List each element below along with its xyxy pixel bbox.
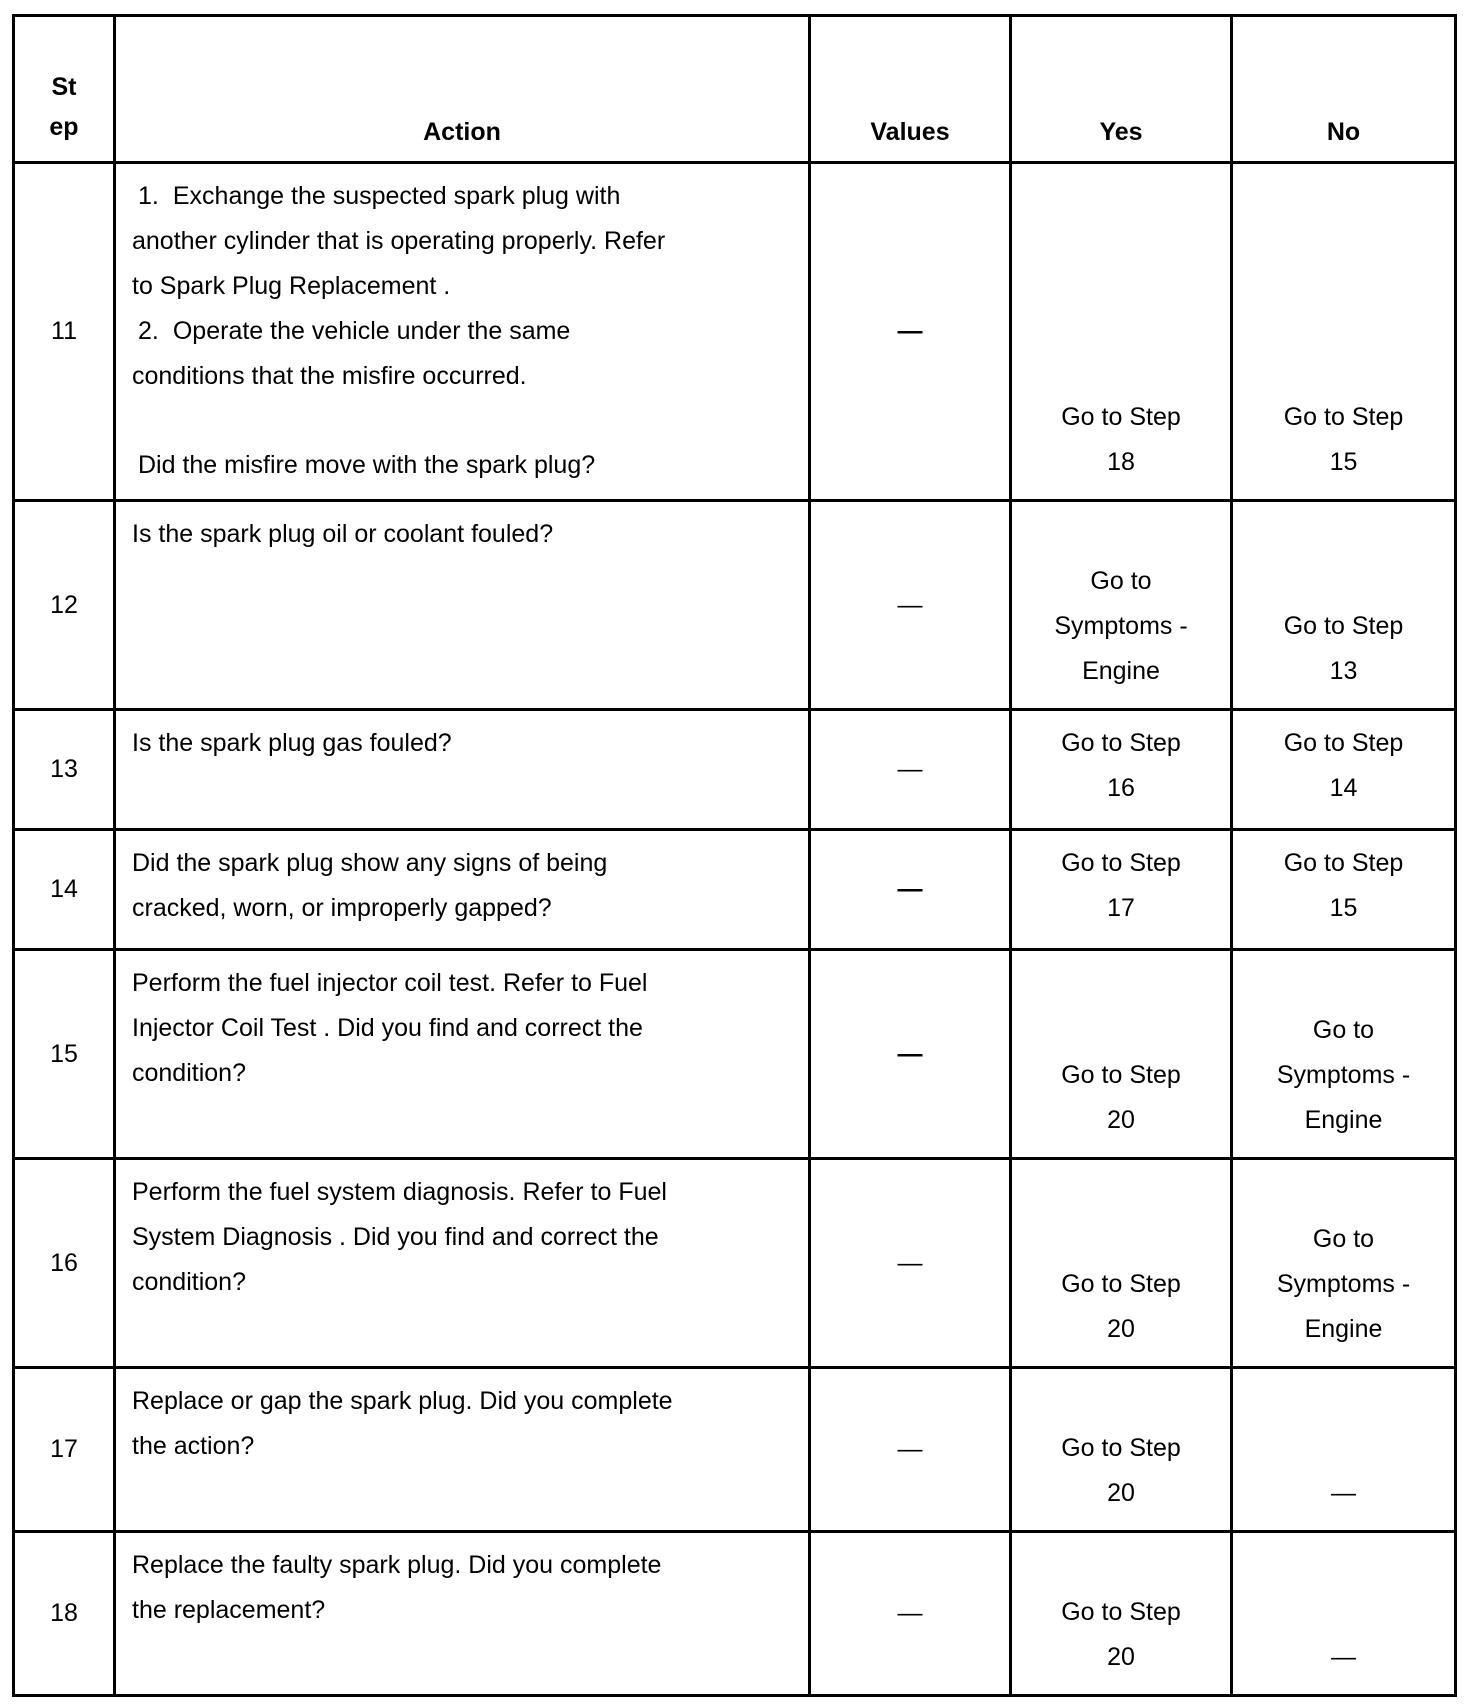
no-line: Engine bbox=[1304, 1315, 1383, 1343]
table-row bbox=[14, 830, 1456, 950]
no-line: Go to Step bbox=[1283, 612, 1404, 640]
yes-cell bbox=[1011, 501, 1232, 710]
step-number: 18 bbox=[14, 1532, 115, 1696]
no-line: — bbox=[1331, 1643, 1356, 1671]
values-cell bbox=[810, 950, 1011, 1159]
no-line: 15 bbox=[1329, 894, 1358, 922]
no-cell bbox=[1232, 950, 1456, 1159]
action-line: Is the spark plug gas fouled? bbox=[132, 729, 452, 757]
yes-cell bbox=[1011, 950, 1232, 1159]
action-cell bbox=[115, 501, 810, 710]
values-dash: — bbox=[897, 1435, 923, 1463]
yes-line: Go to Step bbox=[1061, 849, 1181, 877]
header-row bbox=[14, 16, 1456, 163]
no-cell bbox=[1232, 710, 1456, 830]
yes-line: Engine bbox=[1082, 657, 1160, 685]
step-number: 11 bbox=[14, 163, 115, 501]
yes-cell bbox=[1011, 1159, 1232, 1368]
action-line: cracked, worn, or improperly gapped? bbox=[132, 894, 552, 922]
yes-line: Symptoms - bbox=[1054, 612, 1188, 640]
action-text: Operate the vehicle under the same bbox=[172, 317, 571, 345]
yes-line: Go to Step bbox=[1061, 403, 1181, 431]
header-step bbox=[14, 16, 115, 163]
table-row bbox=[14, 710, 1456, 830]
table-row bbox=[14, 1159, 1456, 1368]
action-line: System Diagnosis . Did you find and correct the bbox=[132, 1223, 659, 1251]
step-number: 13 bbox=[14, 710, 115, 830]
values-cell bbox=[810, 1532, 1011, 1696]
yes-cell bbox=[1011, 1368, 1232, 1532]
values-dash: — bbox=[897, 317, 923, 345]
yes-cell bbox=[1011, 163, 1232, 501]
yes-line: 16 bbox=[1107, 774, 1135, 802]
values-cell bbox=[810, 710, 1011, 830]
header-step-line-2: ep bbox=[49, 113, 79, 141]
no-cell bbox=[1232, 501, 1456, 710]
values-cell bbox=[810, 163, 1011, 501]
action-cell bbox=[115, 830, 810, 950]
values-cell bbox=[810, 830, 1011, 950]
no-line: Symptoms - bbox=[1276, 1270, 1411, 1298]
action-cell bbox=[115, 1159, 810, 1368]
values-dash: — bbox=[897, 755, 923, 783]
no-line: 14 bbox=[1329, 774, 1358, 802]
step-number: 17 bbox=[14, 1368, 115, 1532]
step-number: 16 bbox=[14, 1159, 115, 1368]
action-cell bbox=[115, 950, 810, 1159]
table-row bbox=[14, 1532, 1456, 1696]
no-line: Engine bbox=[1304, 1106, 1383, 1134]
action-line: condition? bbox=[132, 1268, 246, 1296]
values-cell bbox=[810, 1159, 1011, 1368]
no-line: Go to Step bbox=[1283, 403, 1404, 431]
yes-line: Go to Step bbox=[1061, 1061, 1181, 1089]
action-line: the action? bbox=[132, 1432, 255, 1460]
no-line: 13 bbox=[1329, 657, 1358, 685]
action-line: Is the spark plug oil or coolant fouled? bbox=[132, 520, 554, 548]
header-values: Values bbox=[810, 16, 1011, 163]
yes-line: 20 bbox=[1107, 1315, 1135, 1343]
values-dash: — bbox=[897, 1039, 923, 1068]
table-row bbox=[14, 501, 1456, 710]
action-line: another cylinder that is operating properly. Refer bbox=[132, 227, 666, 255]
action-line: condition? bbox=[132, 1059, 246, 1087]
yes-line: 17 bbox=[1107, 894, 1135, 922]
step-number: 14 bbox=[14, 830, 115, 950]
yes-line: Go to Step bbox=[1061, 1270, 1181, 1298]
header-action: Action bbox=[115, 16, 810, 163]
no-line: Go to bbox=[1312, 1225, 1375, 1253]
no-cell bbox=[1232, 1532, 1456, 1696]
action-line: to Spark Plug Replacement . bbox=[132, 272, 451, 300]
action-question: Did the misfire move with the spark plug? bbox=[138, 451, 596, 479]
list-number: 1. bbox=[138, 182, 159, 210]
table-row bbox=[14, 1368, 1456, 1532]
no-cell bbox=[1232, 1368, 1456, 1532]
header-no: No bbox=[1232, 16, 1456, 163]
action-text: Exchange the suspected spark plug with bbox=[172, 182, 621, 210]
action-line: conditions that the misfire occurred. bbox=[132, 362, 527, 390]
action-line: Replace or gap the spark plug. Did you complete bbox=[132, 1387, 673, 1415]
values-dash: — bbox=[897, 1248, 923, 1277]
no-line: Go to Step bbox=[1283, 729, 1404, 757]
no-line: Go to bbox=[1312, 1016, 1375, 1044]
yes-line: Go to Step bbox=[1061, 1434, 1181, 1462]
no-cell bbox=[1232, 163, 1456, 501]
action-line: Perform the fuel system diagnosis. Refer to Fuel bbox=[132, 1178, 667, 1206]
no-line: — bbox=[1331, 1479, 1356, 1507]
table-row bbox=[14, 950, 1456, 1159]
values-dash: — bbox=[897, 590, 923, 619]
table-row bbox=[14, 163, 1456, 501]
no-line: 15 bbox=[1329, 448, 1358, 476]
action-line bbox=[132, 309, 794, 354]
values-dash: — bbox=[897, 875, 923, 903]
yes-line: Go to Step bbox=[1061, 1598, 1181, 1626]
yes-cell bbox=[1011, 710, 1232, 830]
values-cell bbox=[810, 501, 1011, 710]
yes-line: Go to bbox=[1090, 567, 1152, 595]
header-step-line-1: St bbox=[51, 73, 77, 101]
header-yes: Yes bbox=[1011, 16, 1232, 163]
yes-line: 20 bbox=[1107, 1479, 1135, 1507]
yes-line: Go to Step bbox=[1061, 729, 1181, 757]
action-cell bbox=[115, 710, 810, 830]
action-cell bbox=[115, 1532, 810, 1696]
yes-line: 20 bbox=[1107, 1106, 1135, 1134]
yes-line: 20 bbox=[1107, 1643, 1135, 1671]
step-number: 12 bbox=[14, 501, 115, 710]
values-cell bbox=[810, 1368, 1011, 1532]
no-cell bbox=[1232, 1159, 1456, 1368]
step-number: 15 bbox=[14, 950, 115, 1159]
action-line bbox=[132, 174, 794, 219]
action-line: Did the spark plug show any signs of being bbox=[132, 849, 608, 877]
action-cell bbox=[115, 1368, 810, 1532]
no-line: Symptoms - bbox=[1276, 1061, 1411, 1089]
yes-cell bbox=[1011, 830, 1232, 950]
yes-line: 18 bbox=[1107, 448, 1135, 476]
no-line: Go to Step bbox=[1283, 849, 1404, 877]
list-number: 2. bbox=[138, 317, 159, 345]
action-line: Injector Coil Test . Did you find and correct the bbox=[132, 1014, 643, 1042]
values-dash: — bbox=[897, 1599, 923, 1627]
action-cell bbox=[115, 163, 810, 501]
yes-cell bbox=[1011, 1532, 1232, 1696]
action-line: Replace the faulty spark plug. Did you complete bbox=[132, 1551, 662, 1579]
diagnostic-table bbox=[12, 14, 1457, 1697]
action-line: the replacement? bbox=[132, 1596, 326, 1624]
action-line: Perform the fuel injector coil test. Refer to Fuel bbox=[132, 969, 648, 997]
no-cell bbox=[1232, 830, 1456, 950]
